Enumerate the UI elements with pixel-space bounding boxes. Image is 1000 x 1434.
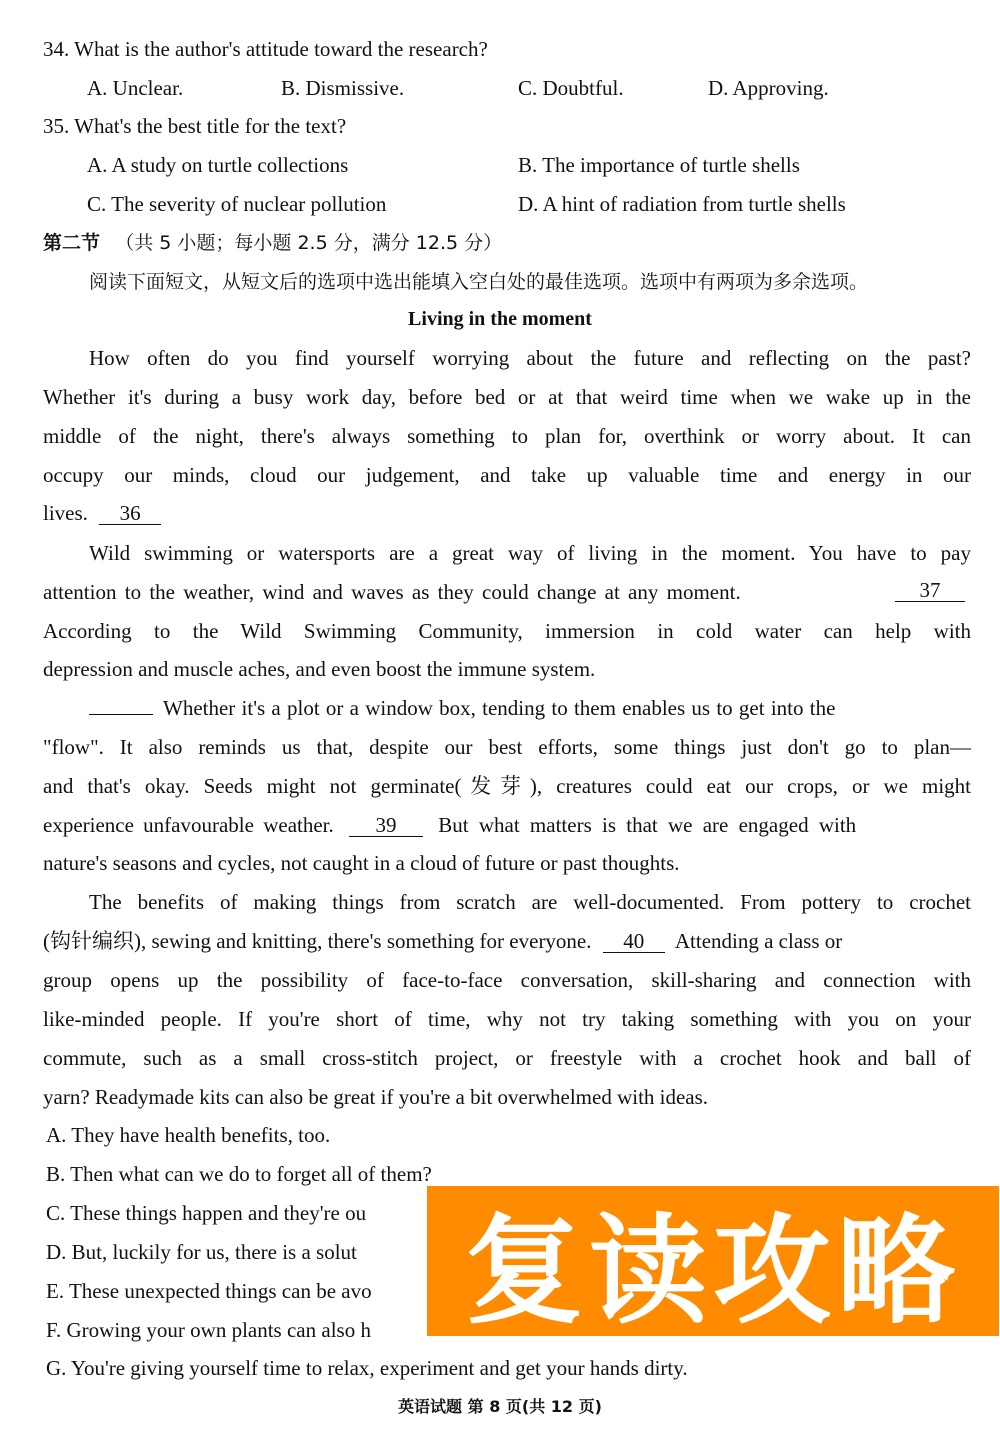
answer-option-g: G. You're giving yourself time to relax, experiment and get your hands dirty.	[46, 1356, 688, 1380]
watermark-banner: 复读攻略	[427, 1186, 999, 1336]
paragraph-4-line-6: yarn? Readymade kits can also be great if you're a bit overwhelmed with ideas.	[43, 1085, 709, 1109]
q34-option-c: C. Doubtful.	[518, 76, 624, 100]
paragraph-1-line-2: Whether it's during a busy work day, before bed or at that weird time when we wake up in the	[43, 385, 971, 409]
paragraph-4-line-2: (钩针编织), sewing and knitting, there's something for everyone. 40 Attending a class or	[43, 929, 843, 953]
blank-39[interactable]: 39	[349, 814, 423, 837]
page-footer: 英语试题 第 8 页(共 12 页)	[398, 1397, 602, 1416]
answer-option-a: A. They have health benefits, too.	[46, 1123, 331, 1147]
paragraph-3-line-2: "flow". It also reminds us that, despite our best efforts, some things just don't go to plan—	[43, 735, 971, 759]
paragraph-1-line-1: How often do you find yourself worrying about the future and reflecting on the past?	[89, 346, 971, 370]
section2-heading: 第二节	[43, 232, 101, 254]
q35-option-d: D. A hint of radiation from turtle shells	[518, 192, 846, 216]
question-35-stem: 35. What's the best title for the text?	[43, 114, 347, 138]
q35-option-a: A. A study on turtle collections	[87, 153, 349, 177]
q35-option-c: C. The severity of nuclear pollution	[87, 192, 387, 216]
paragraph-4-line-5: commute, such as a small cross-stitch project, or freestyle with a crochet hook and ball of	[43, 1046, 971, 1070]
q35-option-b: B. The importance of turtle shells	[518, 153, 800, 177]
answer-option-d: D. But, luckily for us, there is a solut	[46, 1240, 357, 1264]
blank-38[interactable]	[89, 714, 153, 715]
answer-option-f: F. Growing your own plants can also h	[46, 1318, 371, 1342]
paragraph-3-line-5: nature's seasons and cycles, not caught in a cloud of future or past thoughts.	[43, 851, 680, 875]
paragraph-2-line-1: Wild swimming or watersports are a great way of living in the moment. You have to pay	[89, 541, 971, 565]
answer-option-e: E. These unexpected things can be avo	[46, 1279, 372, 1303]
blank-40[interactable]: 40	[603, 930, 665, 953]
passage-title: Living in the moment	[408, 308, 592, 330]
paragraph-2-line-4: depression and muscle aches, and even boost the immune system.	[43, 657, 596, 681]
paragraph-4-line-3: group opens up the possibility of face-to-face conversation, skill-sharing and connection with	[43, 968, 971, 992]
section2-scoring: （共 5 小题；每小题 2.5 分，满分 12.5 分）	[115, 232, 503, 254]
paragraph-4-line-1: The benefits of making things from scratch are well-documented. From pottery to crochet	[89, 890, 971, 914]
q34-option-b: B. Dismissive.	[281, 76, 405, 100]
paragraph-3-line-1: Whether it's a plot or a window box, tending to them enables us to get into the	[89, 695, 971, 721]
paragraph-3-line-4: experience unfavourable weather. 39 But what matters is that we are engaged with	[43, 813, 857, 837]
paragraph-4-line-4: like-minded people. If you're short of time, why not try taking something with you on your	[43, 1007, 971, 1031]
q34-option-d: D. Approving.	[708, 76, 829, 100]
question-34-stem: 34. What is the author's attitude toward the research?	[43, 37, 488, 61]
paragraph-1-line-3: middle of the night, there's always something to plan for, overthink or worry about. It can	[43, 424, 971, 448]
answer-option-b: B. Then what can we do to forget all of them?	[46, 1162, 432, 1186]
q34-option-a: A. Unclear.	[87, 76, 184, 100]
paragraph-3-line-3: and that's okay. Seeds might not germinate(发芽), creatures could eat our crops, or we might	[43, 774, 971, 798]
blank-36[interactable]: 36	[99, 502, 161, 525]
answer-option-c: C. These things happen and they're ou	[46, 1201, 367, 1225]
blank-37[interactable]: 37	[895, 579, 965, 602]
paragraph-1-line-5: lives. 36	[43, 500, 971, 526]
paragraph-2-line-2: attention to the weather, wind and waves as they could change at any moment. 37	[43, 579, 971, 605]
paragraph-2-line-3: According to the Wild Swimming Community, immersion in cold water can help with	[43, 619, 971, 643]
paragraph-1-line-4: occupy our minds, cloud our judgement, and take up valuable time and energy in our	[43, 463, 971, 487]
section2-instructions: 阅读下面短文，从短文后的选项中选出能填入空白处的最佳选项。选项中有两项为多余选项。	[89, 271, 869, 293]
section2-header	[43, 229, 971, 256]
